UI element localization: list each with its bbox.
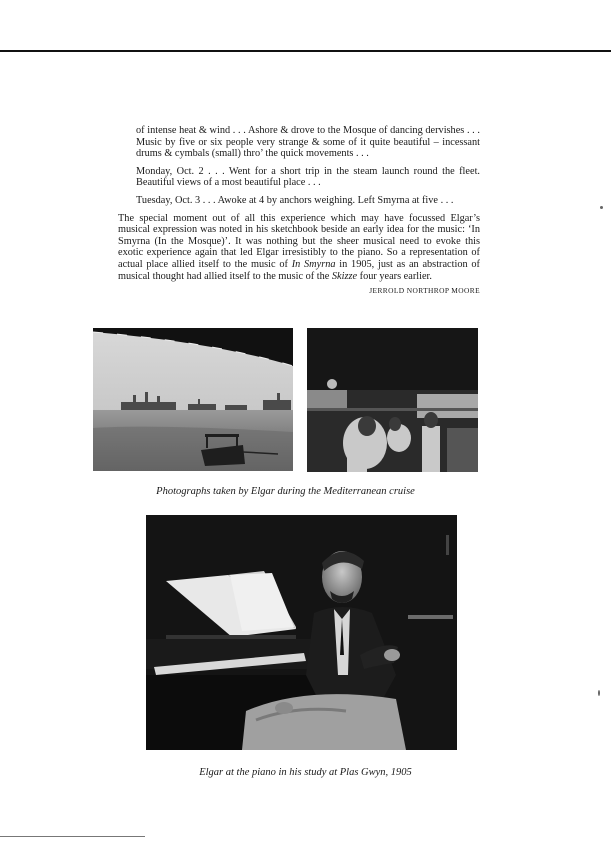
margin-mark [598, 690, 600, 696]
para-text-2: in 1905, just as an abstraction of musical thought had allied itself to the music of the [118, 258, 480, 282]
bottom-rule [0, 836, 145, 837]
article-text [118, 125, 480, 297]
top-rule [0, 50, 611, 52]
author-attribution: JERROLD NORTHROP MOORE [369, 286, 480, 296]
piano-photo-caption: Elgar at the piano in his study at Plas Gwyn, 1905 [199, 767, 412, 778]
cruise-photos-caption: Photographs taken by Elgar during the Mediterranean cruise [156, 486, 415, 497]
fleet-photo [93, 328, 293, 471]
diary-quote-3: Tuesday, Oct. 3 . . . Awoke at 4 by anchors weighing. Left Smyrna at five . . . [136, 194, 454, 206]
diary-quote-2: Monday, Oct. 2 . . . Went for a short trip in the steam launch round the fleet. Beautiful views of a most beautiful place . . . [136, 165, 480, 189]
deck-photo [307, 328, 478, 472]
para-title-skizze: Skizze [331, 270, 358, 282]
para-title-in-smyrna: In Smyrna [291, 258, 336, 270]
diary-quote-1: of intense heat & wind . . . Ashore & drove to the Mosque of dancing dervishes . . . Music by five or six people very strange & some of it quite beautiful – incessant drums & cymbals (small) thro’ the quick movements . . . [136, 125, 480, 160]
para-text-3: four years earlier. [357, 270, 432, 282]
para-text-1: The special moment out of all this experience which may have focussed Elgar’s musical expression was noted in his sketchbook beside an early idea for the music: ‘In Smyrna (In the Mosque)’. It was nothing but the sheer musical need to evoke this exotic experience again that led Elgar irresistibly to the piano. So a representation of actual place allied itself to the music of [118, 212, 480, 270]
margin-mark [600, 206, 603, 209]
elgar-piano-photo [146, 515, 457, 750]
body-paragraph [118, 213, 480, 283]
